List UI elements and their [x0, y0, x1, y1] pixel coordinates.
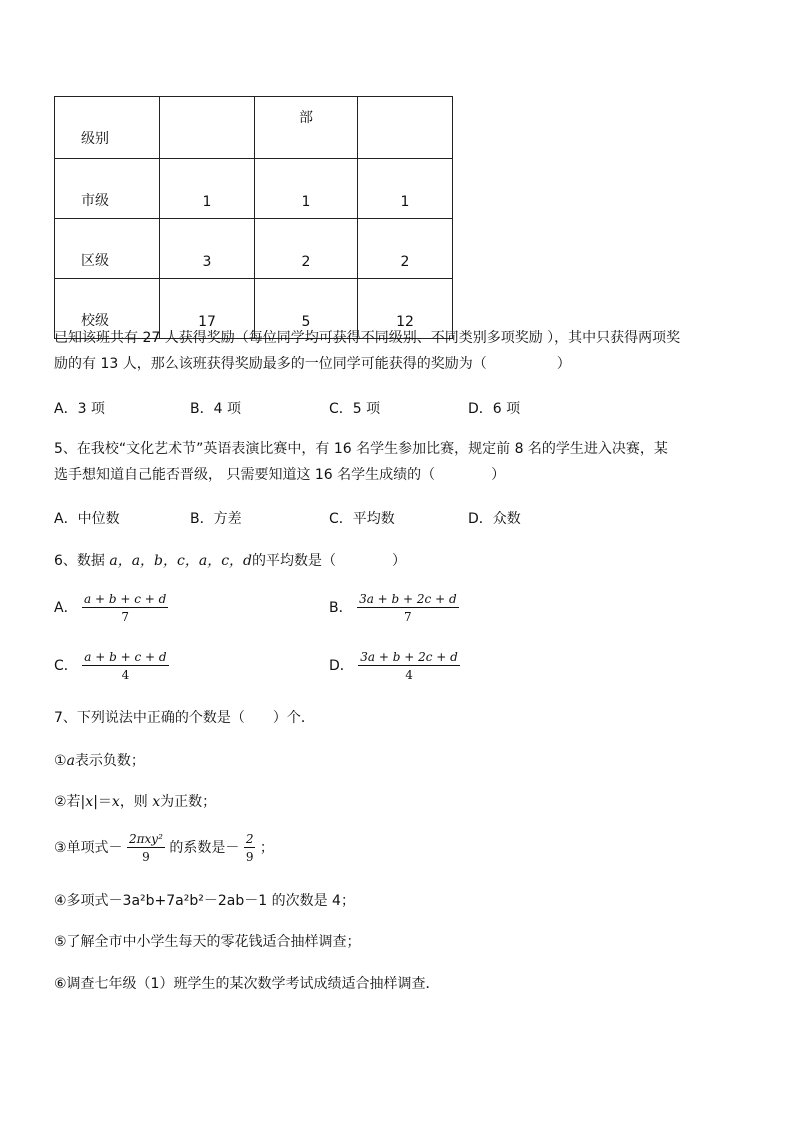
q4-line-2: 励的有 13 人，那么该班获得奖励最多的一位同学可能获得的奖励为（ ） — [54, 356, 571, 372]
q7-statement-3 — [54, 832, 274, 864]
q5-option-d: D．众数 — [468, 511, 521, 527]
table-header-row — [55, 97, 453, 159]
q6-option-c — [54, 650, 169, 682]
q4-stem — [54, 325, 744, 377]
table-cell: 2 — [255, 219, 358, 279]
fraction-denominator: 4 — [121, 668, 130, 682]
variable: x — [85, 794, 94, 810]
option-label: B． — [329, 600, 353, 616]
statement-text: 表示负数； — [74, 753, 145, 769]
table-cell: 校级 — [55, 279, 160, 339]
q5-line-2: 选手想知道自己能否晋级， 只需要知道这 16 名学生成绩的（ ） — [54, 467, 506, 483]
option-label: C． — [54, 658, 78, 674]
q6-option-d — [329, 650, 460, 682]
statement-text: ； — [259, 840, 274, 856]
option-label: D． — [329, 658, 354, 674]
q6-stem-suffix: 的平均数是（ ） — [252, 553, 407, 569]
q5-option-b: B．方差 — [190, 511, 242, 527]
table-header-cell: 级别 — [55, 97, 160, 159]
fraction — [358, 650, 460, 682]
fraction-denominator: 7 — [121, 610, 129, 624]
table-header-cell — [160, 97, 255, 159]
statement-text: 的系数是－ — [169, 840, 240, 856]
q6-stem-prefix: 6、数据 — [54, 553, 110, 569]
statement-text: ③单项式－ — [54, 840, 123, 856]
q6-stem — [54, 550, 406, 570]
q4-option-a: A．3 项 — [54, 401, 105, 417]
coefficient-fraction — [244, 832, 256, 864]
fraction — [357, 592, 459, 624]
fraction-numerator: a + b + c + d — [84, 592, 167, 606]
table-header-cell: 部 — [255, 97, 358, 159]
q4-option-c: C．5 项 — [329, 401, 381, 417]
q4-line-1: 已知该班共有 27 人获得奖励（每位同学均可获得不同级别、不同类别多项奖励 ），其中只获得两项奖 — [54, 330, 681, 346]
table-header-cell — [358, 97, 453, 159]
monomial-fraction — [127, 832, 165, 864]
q7-statement-5: ⑤了解全市中小学生每天的零花钱适合抽样调查； — [54, 934, 361, 950]
table-cell: 2 — [358, 219, 453, 279]
table-cell: 5 — [255, 279, 358, 339]
q5-option-a: A．中位数 — [54, 511, 120, 527]
q7-statement-2 — [54, 791, 216, 811]
fraction-numerator: a + b + c + d — [84, 650, 167, 664]
q6-option-b — [329, 592, 459, 624]
table-cell: 区级 — [55, 219, 160, 279]
table-cell: 1 — [255, 159, 358, 219]
table-cell: 1 — [358, 159, 453, 219]
table-row — [55, 219, 453, 279]
q7-statement-1 — [54, 750, 145, 770]
fraction-numerator: 2πxy² — [129, 832, 163, 846]
q4-option-d: D．6 项 — [468, 401, 521, 417]
q7-statement-6: ⑥调查七年级（1）班学生的某次数学考试成绩适合抽样调查． — [54, 976, 440, 992]
q5-option-c: C．平均数 — [329, 511, 395, 527]
option-label: A． — [54, 600, 78, 616]
table-row — [55, 159, 453, 219]
fraction — [82, 650, 168, 682]
fraction-denominator: 4 — [405, 668, 413, 682]
statement-text: ②若| — [54, 794, 86, 810]
q7-statement-4: ④多项式－3a²b+7a²b²－2ab－1 的次数是 4； — [54, 893, 355, 909]
q5-stem — [54, 436, 744, 488]
statement-text: |＝ — [93, 794, 112, 810]
q7-stem: 7、下列说法中正确的个数是（ ）个． — [54, 710, 315, 726]
table-cell: 1 — [160, 159, 255, 219]
statement-number: ① — [54, 753, 67, 769]
statement-text: ，则 — [119, 794, 153, 810]
fraction-numerator: 3a + b + 2c + d — [360, 650, 458, 664]
fraction-numerator: 2 — [245, 832, 254, 846]
fraction-denominator: 7 — [404, 610, 412, 624]
table-cell: 市级 — [55, 159, 160, 219]
q5-line-1: 5、在我校“文化艺术节”英语表演比赛中，有 16 名学生参加比赛，规定前 8 名的学生进入决赛，某 — [54, 441, 668, 457]
table-cell: 12 — [358, 279, 453, 339]
variable: a — [66, 753, 75, 769]
q4-option-b: B．4 项 — [190, 401, 241, 417]
table-cell: 17 — [160, 279, 255, 339]
q6-stem-vars: a，a，b，c，a，c，d — [109, 553, 253, 569]
fraction — [82, 592, 168, 624]
fraction-denominator: 9 — [245, 850, 254, 864]
variable: x — [152, 794, 161, 810]
variable: x — [111, 794, 120, 810]
fraction-numerator: 3a + b + 2c + d — [359, 592, 457, 606]
award-table — [54, 96, 453, 339]
fraction-denominator: 9 — [142, 850, 150, 864]
table-cell: 3 — [160, 219, 255, 279]
q6-option-a — [54, 592, 168, 624]
statement-text: 为正数； — [160, 794, 217, 810]
